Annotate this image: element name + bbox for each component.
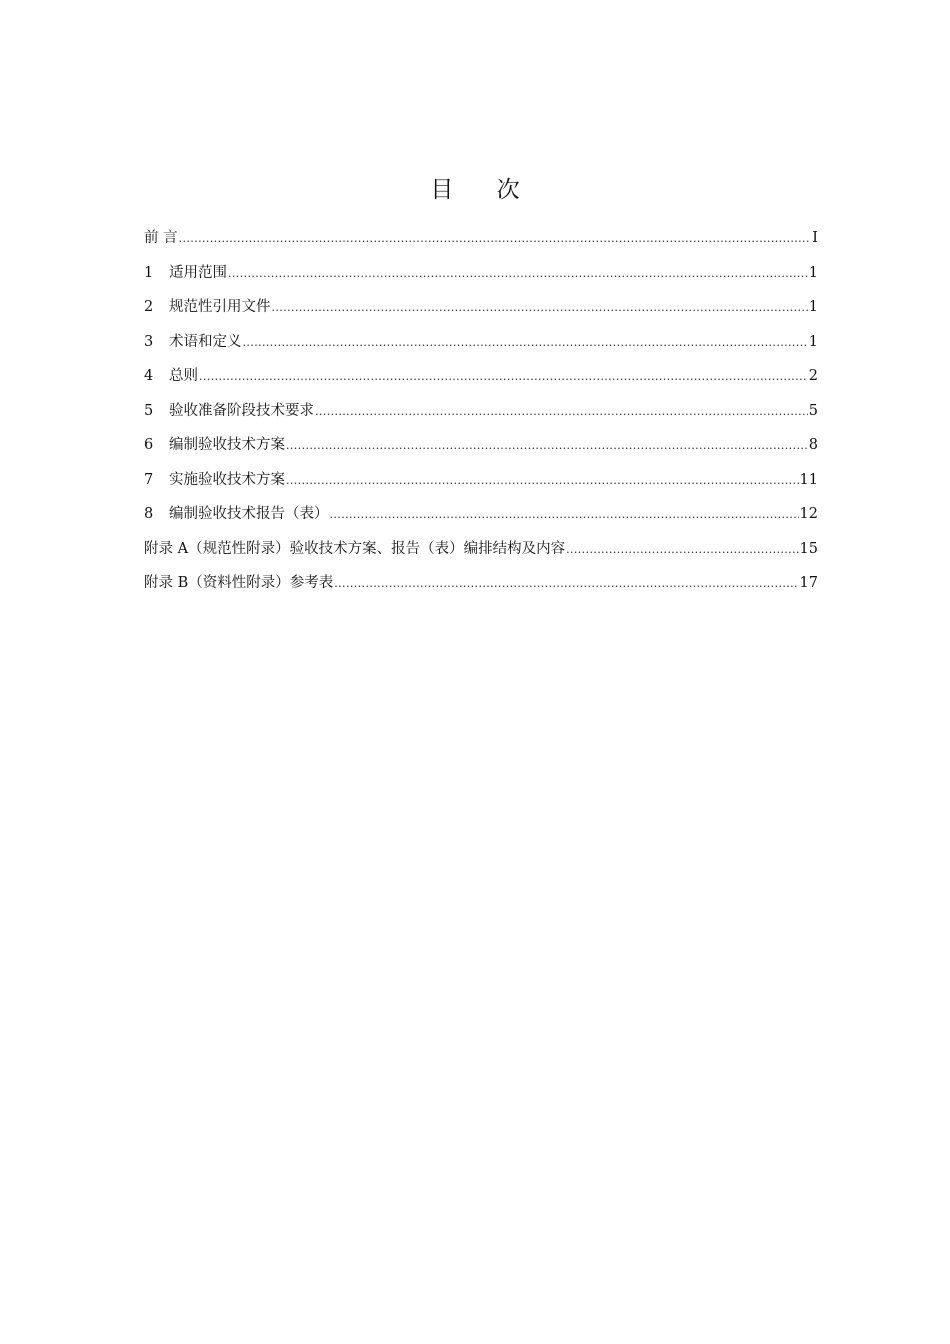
toc-leader-dots [179,227,812,251]
toc-entry-5[interactable] [144,399,818,434]
toc-entry-page: 12 [799,506,818,522]
toc-leader-dots [272,296,808,320]
toc-entry-8[interactable] [144,502,818,537]
toc-leader-dots [228,262,808,286]
toc-entry-2[interactable] [144,295,818,330]
toc-entry-page: 8 [808,437,818,453]
toc-entry-4[interactable] [144,364,818,399]
toc-entry-label: 编制验收技术报告（表） [169,506,329,522]
toc-entry-page: 1 [808,299,818,315]
toc-entry-label: 适用范围 [169,264,227,281]
toc-entry-number: 3 [144,333,154,350]
toc-entry-7[interactable] [144,468,818,503]
toc-leader-dots [334,572,798,596]
toc-entry-6[interactable] [144,433,818,468]
toc-entry-label: 前 言 [144,230,178,246]
toc-leader-dots [315,400,808,424]
toc-entry-label: 验收准备阶段技术要求 [169,402,314,419]
toc-entry-page: 2 [808,368,818,384]
toc-leader-dots [566,538,798,562]
toc-entry-label: 规范性引用文件 [169,299,271,315]
toc-entry-page: 11 [799,471,818,488]
toc-entry-page: 1 [808,333,818,350]
toc-entry-number: 7 [144,471,154,488]
toc-entry-page: 1 [808,264,818,281]
toc-entry-page: 17 [799,575,818,591]
toc-leader-dots [286,469,799,493]
toc-entry-page: I [812,230,818,246]
toc-entry-number: 2 [144,299,154,315]
toc-entry-label: 编制验收技术方案 [169,437,285,453]
toc-title: 目 次 [430,177,538,203]
toc-entry-label: 总则 [169,368,198,384]
toc-entry-preface[interactable] [144,226,818,261]
toc-entry-label: 附录 B（资料性附录）参考表 [144,575,334,591]
toc-leader-dots [330,503,799,527]
toc-entry-label: 附录 A（规范性附录）验收技术方案、报告（表）编排结构及内容 [144,540,566,557]
toc-entry-appendix-a[interactable] [144,537,818,572]
toc-entry-number: 6 [144,437,154,453]
toc-list [144,226,818,606]
toc-entry-appendix-b[interactable] [144,571,818,606]
toc-entry-3[interactable] [144,330,818,365]
toc-entry-number: 8 [144,506,154,522]
toc-entry-1[interactable] [144,261,818,296]
toc-leader-dots [286,434,808,458]
toc-entry-page: 5 [808,402,818,419]
toc-entry-label: 术语和定义 [169,333,242,350]
toc-entry-number: 1 [144,264,154,281]
toc-entry-number: 4 [144,368,154,384]
toc-entry-number: 5 [144,402,154,419]
toc-entry-label: 实施验收技术方案 [169,471,285,488]
toc-entry-page: 15 [799,540,818,557]
toc-leader-dots [199,365,808,389]
toc-leader-dots [243,331,808,355]
